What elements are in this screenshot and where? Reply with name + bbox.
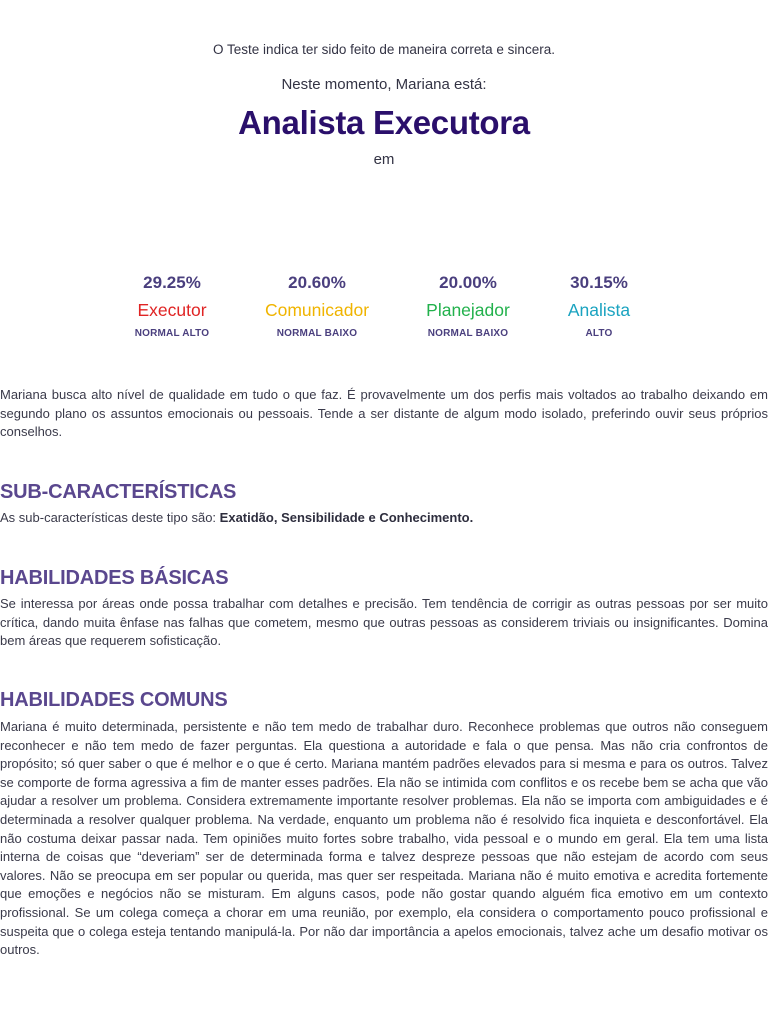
score-level: NORMAL BAIXO [427, 328, 509, 339]
basic-skills-text: Se interessa por áreas onde possa trabalhar com detalhes e precisão. Tem tendência de corrigir as outras pessoas por ser muito crítica, dando muita ênfase nas falhas que cometem, mesmo que outras pessoas as considerem triviais ou insignificantes. Domina bem áreas que requerem sofisticação. [0, 596, 768, 649]
score-executor [92, 272, 252, 339]
score-percent: 20.00% [439, 273, 497, 292]
profile-description: Mariana busca alto nível de qualidade em tudo o que faz. É provavelmente um dos perfis mais voltados ao trabalho deixando em segundo plano os assuntos emocionais ou pessoais. Tende a ser distante de algum modo isolado, preferindo ouvir seus próprios conselhos. [0, 387, 768, 440]
sub-characteristics-lead: As sub-características deste tipo são: [0, 510, 217, 525]
sub-characteristics-text [0, 510, 473, 525]
score-name: Planejador [426, 300, 510, 320]
current-moment-label: Neste momento, Mariana está: [281, 76, 487, 93]
score-level: NORMAL BAIXO [276, 328, 358, 339]
sub-characteristics-heading: SUB-CARACTERÍSTICAS [0, 481, 237, 503]
basic-skills-heading: HABILIDADES BÁSICAS [0, 567, 229, 589]
test-validity-note: O Teste indica ter sido feito de maneira correta e sincera. [213, 42, 555, 57]
score-name: Executor [137, 300, 207, 320]
score-analista [519, 272, 679, 339]
em-label: em [373, 151, 395, 168]
common-skills-heading: HABILIDADES COMUNS [0, 689, 228, 711]
profile-title: Analista Executora [238, 104, 530, 141]
score-percent: 30.15% [570, 273, 628, 292]
score-level: ALTO [585, 328, 613, 339]
profile-scores [0, 272, 768, 352]
score-level: NORMAL ALTO [134, 328, 210, 339]
score-percent: 20.60% [288, 273, 346, 292]
score-name: Analista [567, 300, 631, 320]
score-comunicador [237, 272, 397, 339]
score-name: Comunicador [264, 300, 370, 320]
common-skills-text: Mariana é muito determinada, persistente e não tem medo de trabalhar duro. Reconhece problemas que outros não conseguem reconhecer e não tem medo de fazer perguntas. Ela questiona a autoridade e fala o que pensa. Mas não cria confrontos de propósito; só quer saber o que é melhor e o que é certo. Mariana mantém padrões elevados para si mesma e para os outros. Talvez se comporte de forma agressiva a fim de manter esses padrões. Ela não se intimida com conflitos e os recebe bem se acha que vão ajudar a resolver um problema. Considera extremamente importante resolver problemas. Ela não se importa com ambiguidades e é determinada a resolver qualquer problema. Na verdade, enquanto um problema não é resolvido fica inquieta e desconfortável. Ela não costuma deixar passar nada. Tem opiniões muito fortes sobre trabalho, vida pessoal e o mundo em geral. Ela tem uma lista interna de coisas que “deveriam” ser de determinada forma e talvez despreze pessoas que não estejam de acordo com seus valores. Não se preocupa em ser popular ou querida, mas quer ser respeitada. Mariana não é muito emotiva e acredita fortemente que emoções e negócios não se misturam. Em alguns casos, pode não gostar quando alguém fica emotivo em um contexto profissional. Se um colega começa a chorar em uma reunião, por exemplo, ela considera o comportamento pouco profissional e suspeita que o colega esteja tentando manipulá-la. Por não dar importância a apelos emocionais, talvez ache um desafio motivar os outros. [0, 719, 768, 958]
sub-characteristics-items: Exatidão, Sensibilidade e Conhecimento. [219, 510, 474, 525]
score-percent: 29.25% [143, 273, 201, 292]
